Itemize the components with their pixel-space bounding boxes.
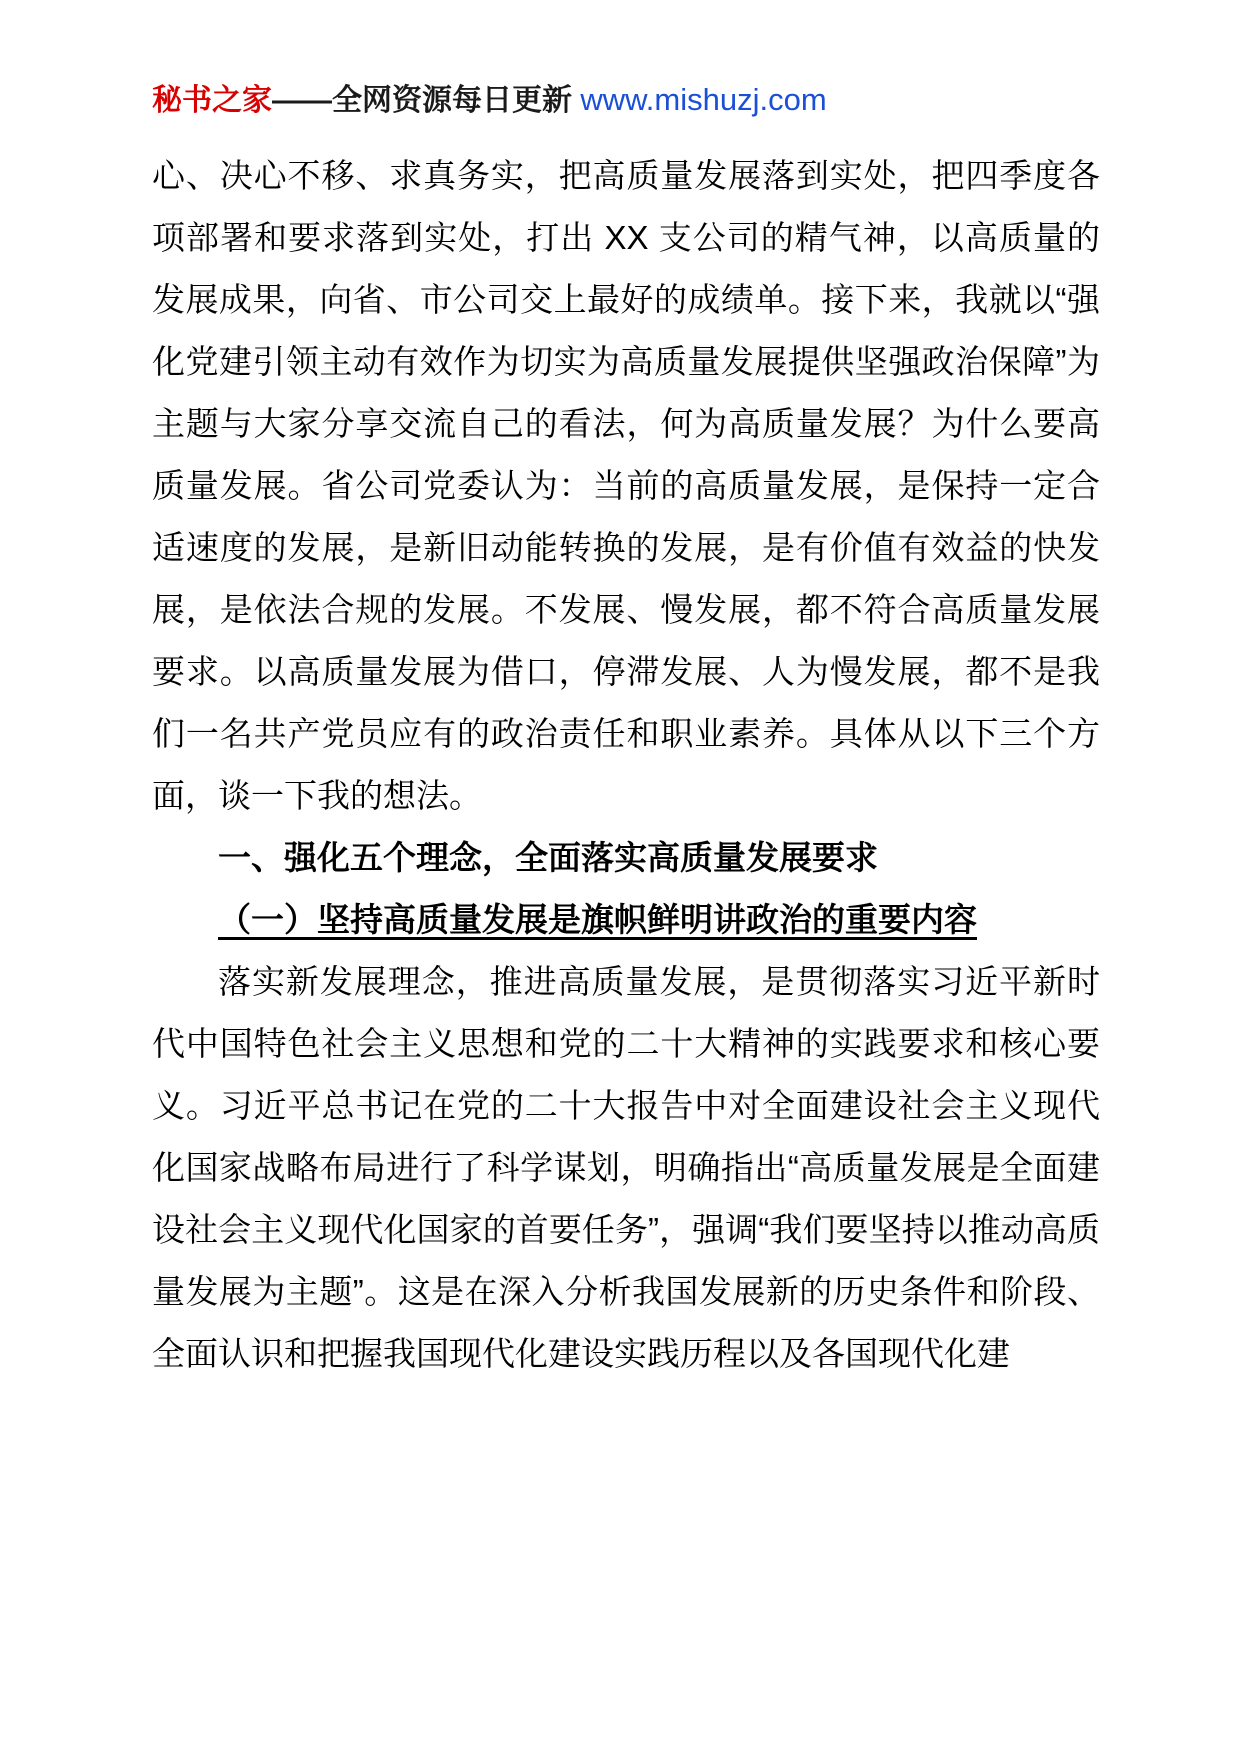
banner-slogan: 全网资源每日更新: [332, 84, 572, 117]
banner-dash: ——: [272, 84, 332, 117]
paragraph-one-one-body: 落实新发展理念，推进高质量发展，是贯彻落实习近平新时代中国特色社会主义思想和党的二十大精神的实践要求和核心要义。习近平总书记在党的二十大报告中对全面建设社会主义现代化国家战略布局进行了科学谋划，明确指出“高质量发展是全面建设社会主义现代化国家的首要任务”，强调“我们要坚持以推动高质量发展为主题”。这是在深入分析我国发展新的历史条件和阶段、全面认识和把握我国现代化建设实践历程以及各国现代化建: [152, 963, 1100, 1372]
subheading-one-one: （一）坚持高质量发展是旗帜鲜明讲政治的重要内容: [218, 901, 977, 938]
site-url-link[interactable]: www.mishuzj.com: [580, 82, 827, 117]
paragraph-continued-opening: 心、决心不移、求真务实，把高质量发展落到实处，把四季度各项部署和要求落到实处，打出 XX 支公司的精气神，以高质量的发展成果，向省、市公司交上最好的成绩单。接下来，我就以“强化党建引领主动有效作为切实为高质量发展提供坚强政治保障”为主题与大家分享交流自己的看法，何为高质量发展？为什么要高质量发展。省公司党委认为：当前的高质量发展，是保持一定合适速度的发展，是新旧动能转换的发展，是有价值有效益的快发展，是依法合规的发展。不发展、慢发展，都不符合高质量发展要求。以高质量发展为借口，停滞发展、人为慢发展，都不是我们一名共产党员应有的政治责任和职业素养。具体从以下三个方面，谈一下我的想法。: [152, 157, 1100, 814]
site-watermark-banner: [152, 78, 1100, 123]
heading-section-one: 一、强化五个理念，全面落实高质量发展要求: [218, 839, 878, 876]
site-brand-name: 秘书之家: [152, 84, 272, 117]
document-body: [152, 145, 1100, 1385]
